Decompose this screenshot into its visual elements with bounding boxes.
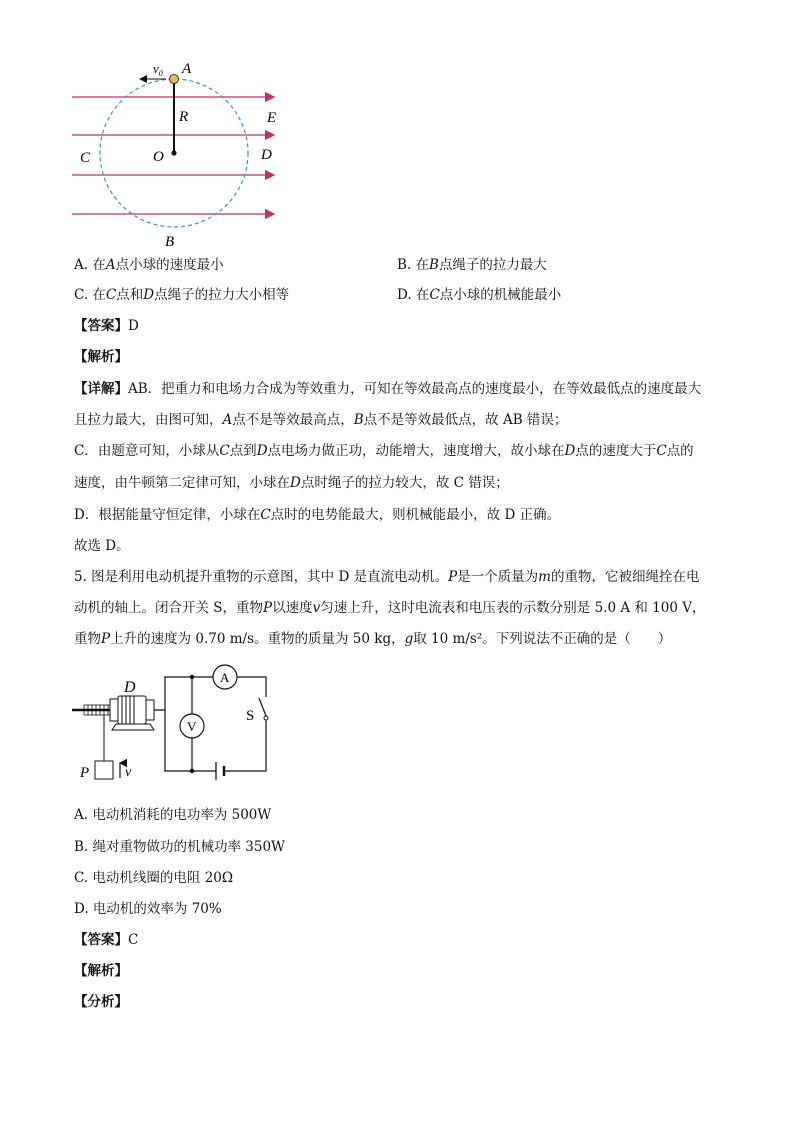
motor-body (110, 696, 154, 730)
ammeter-label: A (220, 670, 230, 685)
label-motor-D: D (124, 679, 136, 696)
label-v: v (125, 765, 132, 780)
q4-option-c: C. 在C点和D点绳子的拉力大小相等 (74, 287, 290, 303)
q5-stem-line-3: 重物P上升的速度为 0.70 m/s。重物的质量为 50 kg，g取 10 m/s²。下列说法不正确的是（ ） (74, 631, 672, 647)
figure-circular-motion-diagram (60, 55, 300, 250)
switch-blade (259, 698, 266, 716)
label-D: D (261, 147, 272, 163)
q5-option-d: D. 电动机的效率为 70% (74, 901, 222, 917)
center-point (171, 150, 176, 155)
q4-detail-line-1: 【详解】AB．把重力和电场力合成为等效重力，可知在等效最高点的速度最小，在等效最低点的速度最大 (74, 381, 702, 397)
q5-stem-line-2: 动机的轴上。闭合开关 S，重物P以速度v匀速上升，这时电流表和电压表的示数分别是 5.0 A 和 100 V， (74, 600, 706, 616)
q5-answer: 【答案】C (74, 932, 139, 948)
q4-answer: 【答案】D (74, 318, 139, 334)
q5-stem-line-1: 5. 图是利用电动机提升重物的示意图，其中 D 是直流电动机。P是一个质量为m的重物，它被细绳拴在电 (74, 569, 700, 585)
label-S: S (246, 708, 255, 724)
voltmeter-label: V (187, 719, 197, 734)
circuit-wires (154, 677, 266, 771)
q4-detail-line-3: C．由题意可知，小球从C点到D点电场力做正功，动能增大，速度增大，故小球在D点的速度大于C点的 (74, 443, 694, 459)
junction (190, 675, 194, 679)
weight-P (95, 761, 113, 779)
q4-option-d: D. 在C点小球的机械能最小 (397, 287, 562, 303)
label-v0: $v_0$ (153, 61, 163, 78)
q4-option-b: B. 在B点绳子的拉力最大 (397, 257, 547, 273)
junction (190, 769, 194, 773)
switch-contact (264, 716, 268, 720)
q5-option-a: A. 电动机消耗的电功率为 500W (74, 807, 272, 823)
label-C: C (80, 150, 91, 166)
q4-detail-line-4: 速度，由牛顿第二定律可知，小球在D点时绳子的拉力较大，故 C 错误； (74, 475, 509, 491)
q4-detail-line-5: D．根据能量守恒定律，小球在C点时的电势能最大，则机械能最小，故 D 正确。 (74, 507, 561, 523)
q5-option-c: C. 电动机线圈的电阻 20Ω (74, 870, 234, 886)
figure-motor-circuit-diagram (70, 660, 280, 790)
q5-option-b: B. 绳对重物做功的机械功率 350W (74, 839, 285, 855)
q4-detail-conclusion: 故选 D。 (74, 538, 130, 554)
label-E: E (267, 110, 277, 126)
label-B: B (165, 234, 175, 250)
q4-analysis-heading: 【解析】 (74, 349, 128, 365)
label-R: R (179, 109, 189, 125)
label-P: P (80, 765, 90, 781)
q5-analysis-heading: 【解析】 (74, 963, 128, 979)
q5-fenxi-heading: 【分析】 (74, 994, 128, 1010)
label-O: O (153, 149, 164, 165)
ball (170, 75, 179, 84)
q4-detail-line-2: 且拉力最大，由图可知，A点不是等效最高点，B点不是等效最低点，故 AB 错误； (74, 412, 568, 428)
label-A: A (182, 61, 192, 77)
q4-option-a: A. 在A点小球的速度最小 (74, 257, 224, 273)
